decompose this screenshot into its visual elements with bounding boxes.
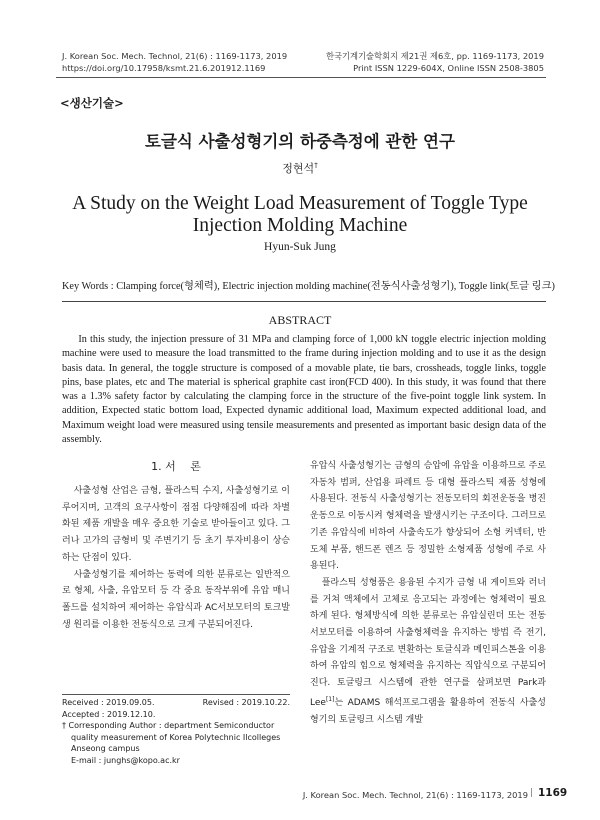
right-paragraph-2-end: 는 ADAMS 해석프로그램을 활용하여 전동식 사출성형기의 토글링크 시스템 개발 (310, 697, 546, 725)
accepted-date: Accepted : 2019.12.10. (62, 709, 156, 719)
abstract-heading: ABSTRACT (268, 313, 332, 327)
left-column-text (62, 483, 290, 633)
keywords (62, 277, 555, 292)
author-korean (0, 160, 600, 176)
right-paragraph-1: 유압식 사출성형기는 금형의 승압에 유압을 이용하므로 주로 자동차 범퍼, 산업용 파레트 등 대형 플라스틱 제품 성형에 사용된다. 전동식 사출성형기는 전동모터의 회전운동을 병진운동으로 이동시켜 형체력을 발생시키는 구조이다. 그러므로 기존 유압식에 비하여 사출속도가 향상되어 소형 커넥터, 반도체 부품, 핸드폰 렌즈 등 정밀한 소형제품 성형에 주로 사용된다. (310, 461, 546, 572)
author-email[interactable]: E-mail : junghs@kopo.ac.kr (71, 755, 180, 765)
page-number: 1169 (538, 787, 568, 799)
journal-citation-header: J. Korean Soc. Mech. Technol, 21(6) : 1169-1173, 2019 (62, 51, 288, 61)
abstract-text: In this study, the injection pressure of 31 MPa and clamping force of 1,000 kN toggle electric injection molding machine were used to measure the load transmitted to the frame during injection molding and to use it as the design basis data. In general, the toggle structure is composed of a movable plate, tie bars, crossheads, toggle links, toggle pins, base plates, etc and The material is spherical graphite cast iron(FCD 400). In this study, it was found that there was a 1.3% safety factor by calculating the clamping force in the structure of the five-point toggle link system. In addition, Expected static bottom load, Expected dynamic additional load, Maximum expected additional load, and Maximum weight load were measured using tensile measurements and presented as important basic design data of the assembly. (62, 334, 546, 446)
keywords-label: Key Words : (62, 281, 114, 292)
footer-separator: | (530, 788, 534, 798)
keywords-text: Clamping force(형체력), Electric injection molding machine(전동식사출성형기), Toggle link(토글 링크) (116, 281, 555, 292)
header-rule (56, 77, 546, 78)
author-english: Hyun-Suk Jung (264, 241, 336, 253)
footer-citation: J. Korean Soc. Mech. Technol, 21(6) : 1169-1173, 2019 (302, 790, 528, 800)
right-column-text (310, 458, 546, 728)
right-paragraph-2 (310, 575, 546, 728)
footnote-rule (62, 694, 290, 695)
title-korean: 토글식 사출성형기의 하중측정에 관한 연구 (145, 132, 455, 151)
received-revised-row (62, 697, 290, 709)
revised-date: Revised : 2019.10.22. (202, 698, 290, 707)
reference-citation[interactable]: [1] (325, 695, 335, 703)
section-heading-introduction: 1. 서 론 (151, 460, 201, 473)
title-english-line2: Injection Molding Machine (192, 215, 408, 236)
right-paragraph-2-start: 플라스틱 성형품은 용융된 수지가 금형 내 게이트와 러너를 거쳐 액체에서 고체로 응고되는 과정에는 형체력이 필요하게 된다. 형체방식에 의한 분류로는 유압실린더 또는 전동서보모터를 이용하여 사출형체력을 유지하는 방법 즉 전기, 유압을 기계적 구조로 변환하는 토글식과 메인피스톤을 이용하여 유압의 힘으로 형체력을 유지하는 직압식으로 구분되어진다. 토글링크 시스템에 관한 연구를 살펴보면 Park과 Lee (310, 577, 546, 708)
intro-paragraph-2: 사출성형기를 제어하는 동력에 의한 분류로는 일반적으로 형체, 사출, 유압모터 등 각 중요 동작부위에 유압 매니폴드를 설치하여 제어하는 유압식과 AC서보모터의 토크발생 원리를 이용한 전동식으로 크게 구분되어진다. (62, 569, 290, 630)
author-korean-name: 정현석 (282, 162, 315, 175)
title-english-line1: A Study on the Weight Load Measurement of Toggle Type (72, 193, 528, 214)
category-label: <생산기술> (60, 96, 124, 110)
corresponding-author: † Corresponding Author : department Semiconductor quality measurement of Korea Polytechnic Ilcolleges Anseong campus (62, 721, 281, 753)
corresponding-mark: † (314, 161, 318, 170)
issn-header: Print ISSN 1229-604X, Online ISSN 2508-3805 (353, 63, 544, 73)
footnote-block (62, 697, 290, 766)
keywords-rule (62, 301, 546, 302)
intro-paragraph-1: 사출성형 산업은 금형, 플라스틱 수지, 사출성형기로 이루어지며, 고객의 요구사항이 점점 다양해짐에 따라 차별화된 제품 개발을 매우 중요한 기술로 받아들이고 있다. 그러나 고가의 금형비 및 주변기기 등 초기 투자비용이 상승하는 단점이 있다. (62, 486, 290, 563)
doi-link[interactable]: https://doi.org/10.17958/ksmt.21.6.201912.1169 (62, 63, 266, 73)
received-date: Received : 2019.09.05. (62, 698, 155, 707)
journal-korean-header: 한국기계기술학회지 제21권 제6호, pp. 1169-1173, 2019 (325, 51, 544, 61)
